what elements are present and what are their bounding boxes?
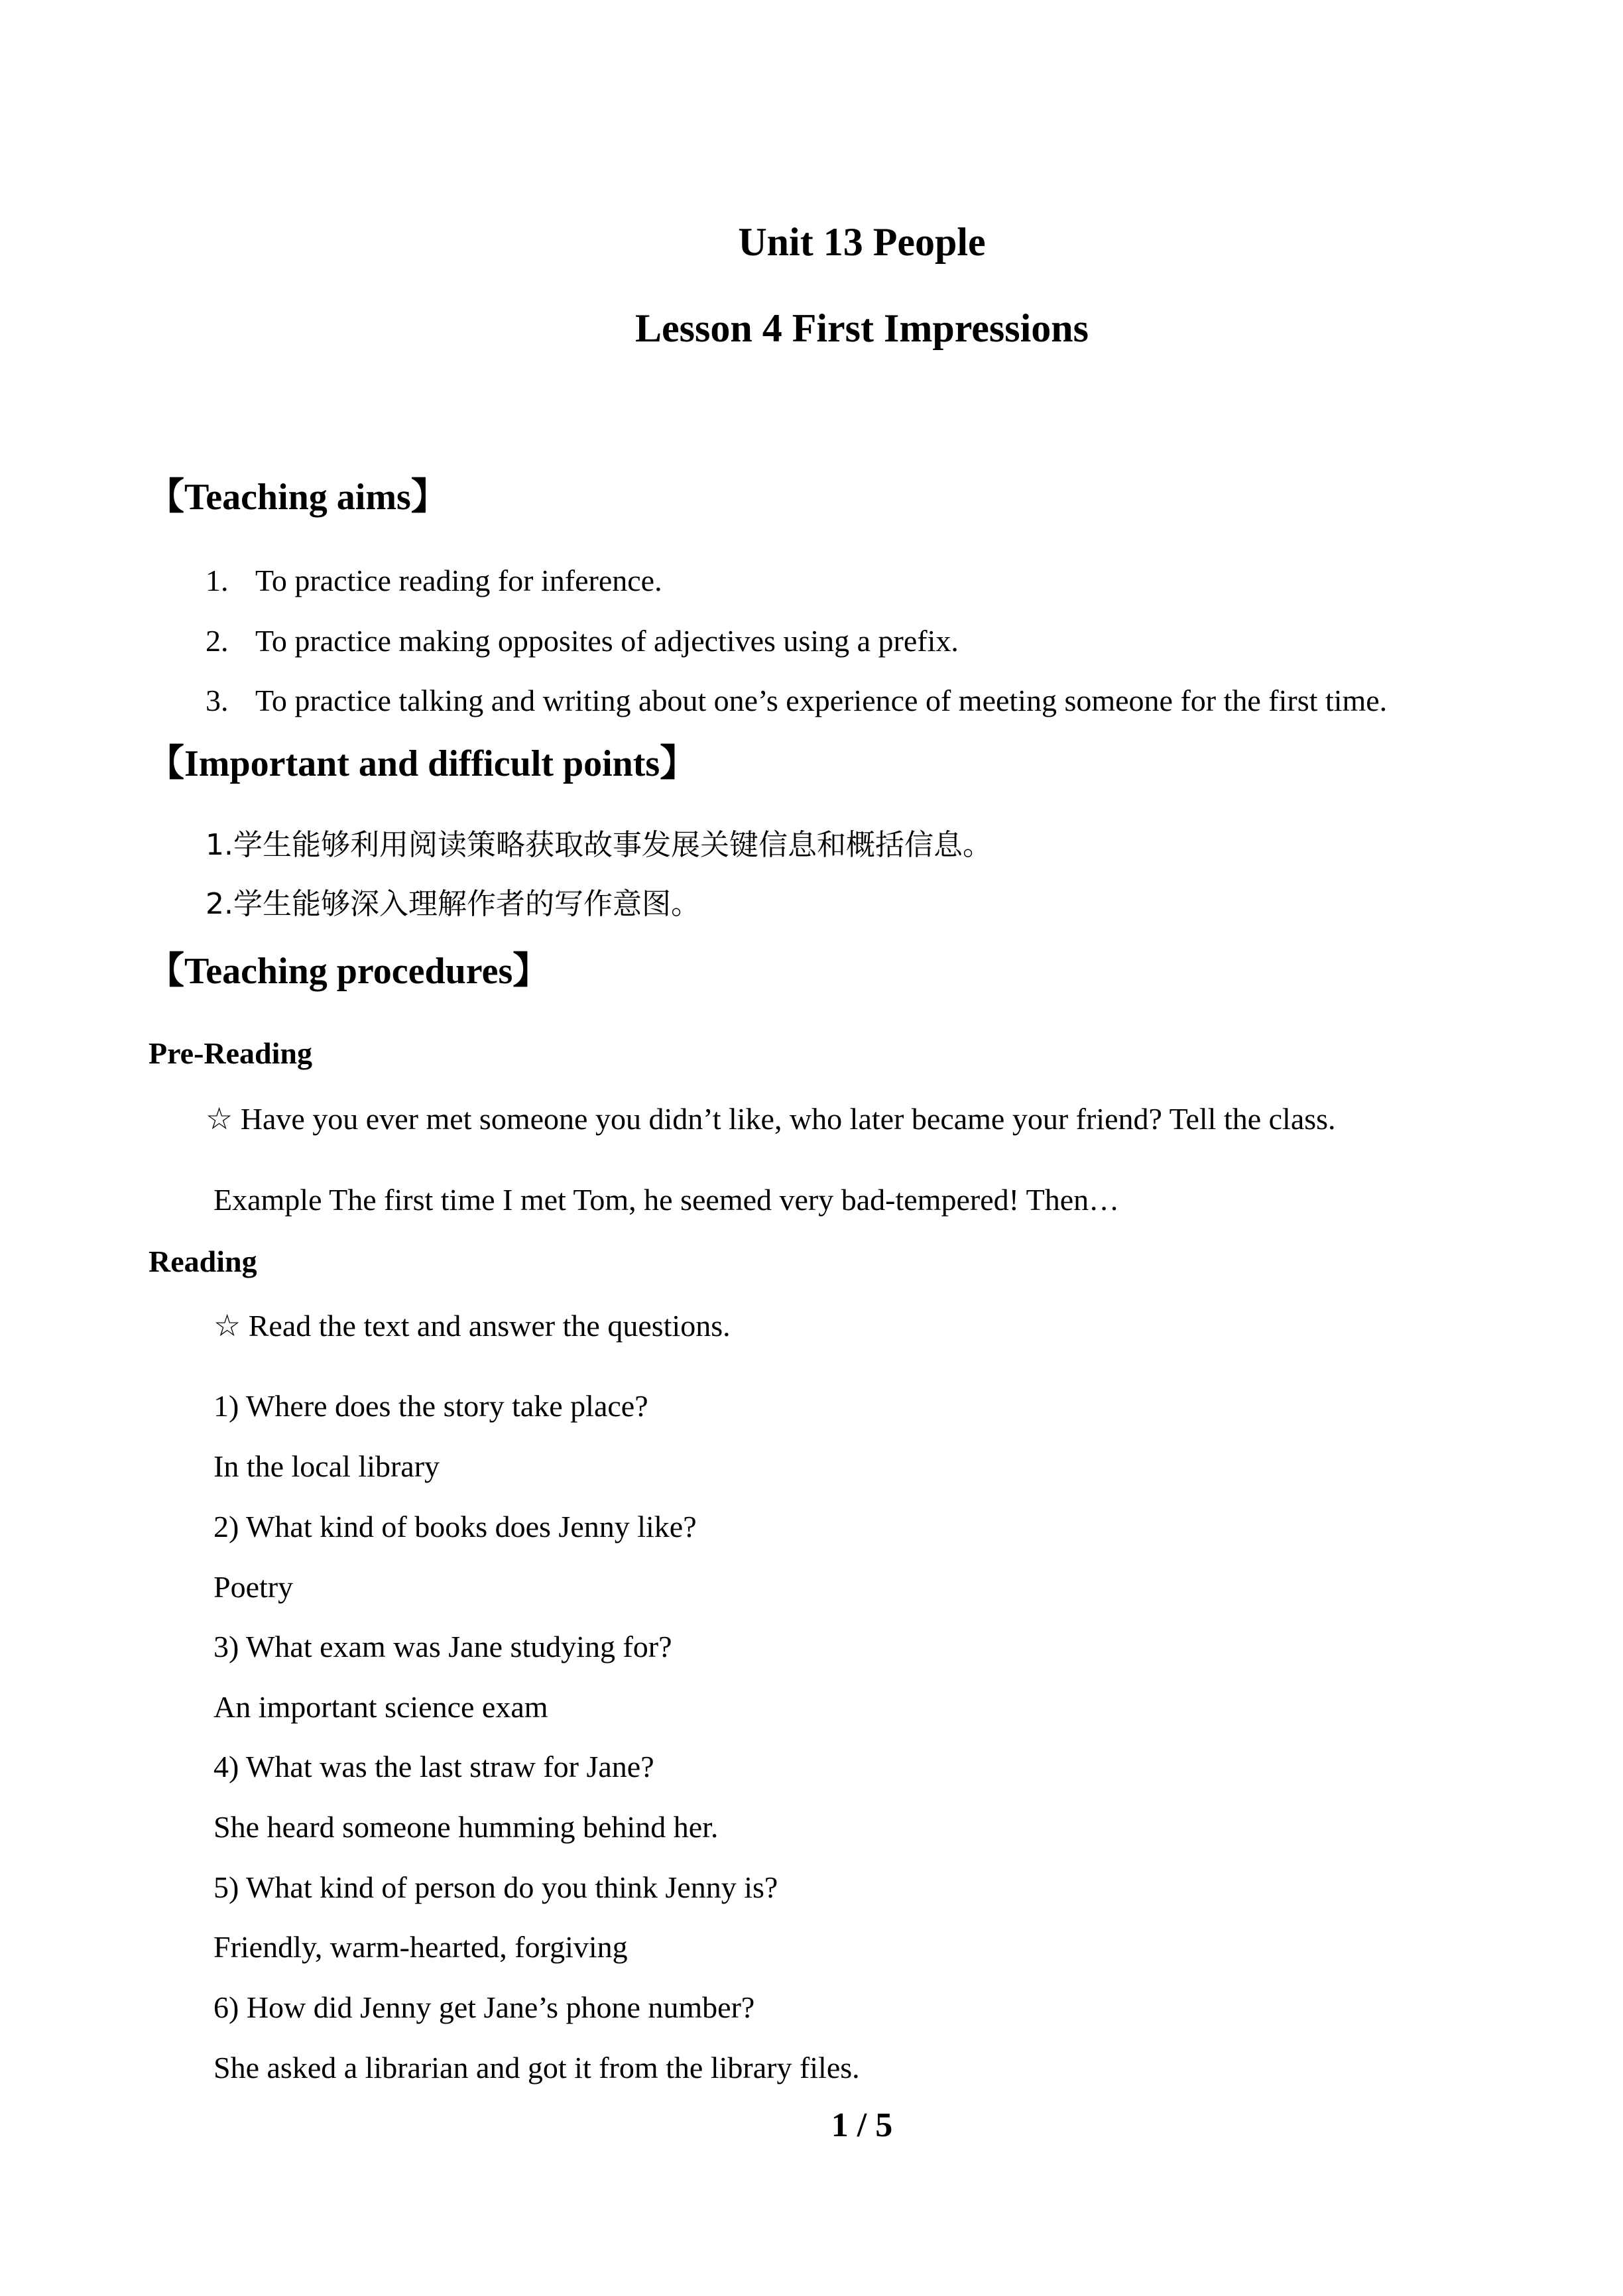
reading-task: ☆ Read the text and answer the questions. [213, 1309, 731, 1343]
aim-number: 1. [206, 564, 229, 597]
aim-text: To practice making opposites of adjectives using a prefix. [255, 624, 959, 658]
reading-answer: Poetry [213, 1570, 294, 1604]
reading-question: 3) What exam was Jane studying for? [213, 1630, 672, 1663]
important-points-heading: 【Important and difficult points】 [147, 743, 697, 784]
reading-answer: She heard someone humming behind her. [213, 1810, 719, 1844]
aim-number: 2. [206, 624, 229, 658]
reading-answer: An important science exam [213, 1690, 548, 1724]
important-point: 1.学生能够利用阅读策略获取故事发展关键信息和概括信息。 [206, 828, 992, 862]
important-point: 2.学生能够深入理解作者的写作意图。 [206, 887, 700, 921]
teaching-procedures-heading: 【Teaching procedures】 [147, 951, 550, 992]
pre-reading-example: Example The first time I met Tom, he seemed very bad-tempered! Then… [213, 1183, 1120, 1217]
page-number: 1 / 5 [831, 2106, 893, 2144]
reading-question: 5) What kind of person do you think Jenny is? [213, 1870, 778, 1904]
reading-question: 2) What kind of books does Jenny like? [213, 1510, 697, 1543]
reading-answer: She asked a librarian and got it from the library files. [213, 2051, 860, 2085]
reading-answer: In the local library [213, 1449, 440, 1483]
document-title: Unit 13 People [738, 220, 986, 264]
reading-heading: Reading [149, 1244, 257, 1278]
reading-question: 1) Where does the story take place? [213, 1389, 648, 1423]
aim-text: To practice reading for inference. [255, 564, 662, 597]
reading-question: 4) What was the last straw for Jane? [213, 1750, 654, 1783]
aim-text: To practice talking and writing about one’s experience of meeting someone for the first time. [255, 684, 1388, 717]
pre-reading-task: ☆ Have you ever met someone you didn’t like, who later became your friend? Tell the class. [206, 1102, 1336, 1136]
teaching-aims-heading: 【Teaching aims】 [147, 477, 448, 518]
aim-number: 3. [206, 684, 229, 717]
pre-reading-heading: Pre-Reading [149, 1036, 313, 1070]
document-subtitle: Lesson 4 First Impressions [635, 306, 1089, 350]
reading-question: 6) How did Jenny get Jane’s phone number? [213, 1990, 755, 2024]
reading-answer: Friendly, warm-hearted, forgiving [213, 1930, 628, 1964]
